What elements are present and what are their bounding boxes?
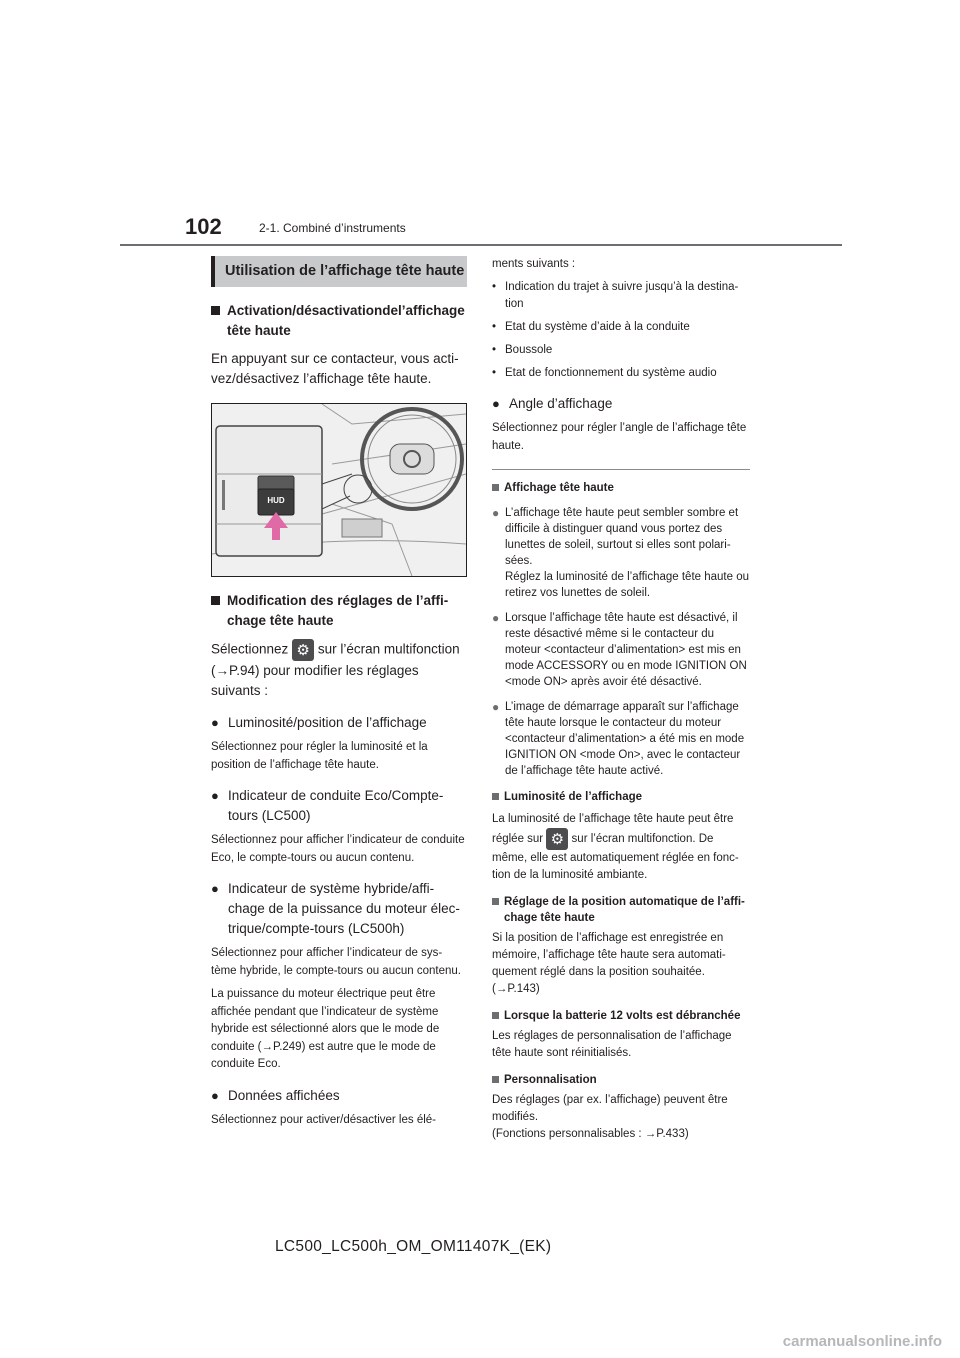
- hud-switch-illustration: [211, 403, 467, 577]
- square-bullet-icon: [211, 596, 220, 605]
- text-eco: Sélectionnez pour afficher l’indicateur de conduite Eco, le compte-tours ou aucun contenu.: [211, 834, 465, 864]
- square-bullet-icon: [211, 306, 220, 315]
- bullet-data: ● Données affichées: [211, 1086, 467, 1106]
- square-bullet-icon: [492, 1076, 499, 1083]
- section-heading: Utilisation de l’affichage tête haute: [211, 256, 467, 287]
- dashboard-illustration: [212, 404, 466, 576]
- note-text-battery: Les réglages de personnalisation de l’affichage tête haute sont réinitialisés.: [492, 1030, 732, 1059]
- note-text-brightness: La luminosité de l’affichage tête haute peut être réglée sur ⚙ sur l’écran multifonction. De même, elle est automatiquement réglée en fonc-tion de la luminosité ambiante.: [492, 813, 739, 881]
- right-column: [492, 256, 750, 1143]
- document-code: LC500_LC500h_OM_OM11407K_(EK): [275, 1238, 552, 1255]
- text-continuation: ments suivants :: [492, 258, 576, 270]
- note-text-auto-position: Si la position de l’affichage est enregistrée en mémoire, l’affichage tête haute sera automati-quement réglé dans la position souhaitée. (→P.143): [492, 932, 726, 995]
- list-item: • Etat de fonctionnement du système audio: [492, 367, 717, 379]
- bullet-angle: ● Angle d’affichage: [492, 394, 750, 414]
- text-hybrid-power: La puissance du moteur électrique peut être affichée pendant que l’indicateur de système hybride est sélectionné alors que le mode de conduite (→P.249) est autre que le mode de conduite Eco.: [211, 988, 440, 1070]
- list-item: • Indication du trajet à suivre jusqu’à la destina-tion: [492, 281, 739, 310]
- disc-bullet-icon: ●: [492, 396, 500, 411]
- note-item: ● L’image de démarrage apparaît sur l’affichage tête haute lorsque le contacteur du moteur <contacteur d’alimentation> a été mis en mode IGNITION ON <mode On>, avec le contacteur de l’affichage tête haute activé.: [492, 700, 745, 777]
- paragraph-settings: Sélectionnez ⚙ sur l’écran multifonction (→P.94) pour modifier les réglages suivants :: [211, 639, 467, 701]
- disc-bullet-icon: ●: [211, 788, 219, 803]
- note-heading-brightness: Luminosité de l’affichage: [492, 789, 750, 805]
- note-heading-auto-position: Réglage de la position automatique de l’affi-chage tête haute: [492, 894, 750, 926]
- subheading-activation: Activation/désactivationdel’affichage tête haute: [211, 301, 467, 341]
- gear-icon: ⚙: [292, 639, 314, 661]
- subheading-settings: Modification des réglages de l’affi-chage tête haute: [211, 591, 467, 631]
- watermark: carmanualsonline.info: [782, 1333, 942, 1350]
- hud-label: HUD: [267, 496, 285, 505]
- page-number: 102: [185, 214, 222, 239]
- square-bullet-icon: [492, 484, 499, 491]
- note-item: ● L’affichage tête haute peut sembler sombre et difficile à distinguer quand vous portez des lunettes de soleil, surtout si elles sont polari-sées. Réglez la luminosité de l’affichage tête haute ou retirez vos lunettes de soleil.: [492, 506, 750, 599]
- text-angle: Sélectionnez pour régler l’angle de l’affichage tête haute.: [492, 422, 747, 452]
- header-divider: [120, 244, 842, 246]
- list-item: • Etat du système d’aide à la conduite: [492, 321, 690, 333]
- bullet-hybrid: ● Indicateur de système hybride/affi-chage de la puissance du moteur élec-trique/compte-tours (LC500h): [211, 879, 467, 939]
- paragraph-activation: En appuyant sur ce contacteur, vous acti-vez/désactivez l’affichage tête haute.: [211, 351, 459, 386]
- square-bullet-icon: [492, 898, 499, 905]
- note-heading-battery: Lorsque la batterie 12 volts est débranchée: [492, 1008, 750, 1024]
- text-brightness: Sélectionnez pour régler la luminosité et la position de l’affichage tête haute.: [211, 741, 428, 771]
- note-text-customization: Des réglages (par ex. l’affichage) peuvent être modifiés. (Fonctions personnalisables : →P.433): [492, 1094, 728, 1140]
- note-heading-customization: Personnalisation: [492, 1072, 750, 1088]
- disc-bullet-icon: ●: [211, 881, 219, 896]
- notes-divider: [492, 469, 750, 470]
- bullet-brightness: ● Luminosité/position de l’affichage: [211, 713, 467, 733]
- left-column: [211, 256, 467, 1129]
- square-bullet-icon: [492, 1012, 499, 1019]
- gear-icon: ⚙: [546, 828, 568, 850]
- section-title: 2-1. Combiné d’instruments: [259, 221, 406, 235]
- bullet-eco: ● Indicateur de conduite Eco/Compte-tours (LC500): [211, 786, 467, 826]
- disc-bullet-icon: ●: [211, 1087, 219, 1103]
- text-data: Sélectionnez pour activer/désactiver les élé-: [211, 1113, 437, 1126]
- note-heading-hud: Affichage tête haute: [492, 480, 750, 496]
- list-item: • Boussole: [492, 344, 553, 356]
- square-bullet-icon: [492, 793, 499, 800]
- disc-bullet-icon: ●: [211, 715, 219, 730]
- text-hybrid: Sélectionnez pour afficher l’indicateur de sys-tème hybride, le compte-tours ou aucun contenu.: [211, 947, 461, 977]
- note-item: ● Lorsque l’affichage tête haute est désactivé, il reste désactivé même si le contacteur du moteur <contacteur d’alimentation> est mis en mode ACCESSORY ou en mode IGNITION ON <mode ON> après avoir été désactivé.: [492, 611, 747, 688]
